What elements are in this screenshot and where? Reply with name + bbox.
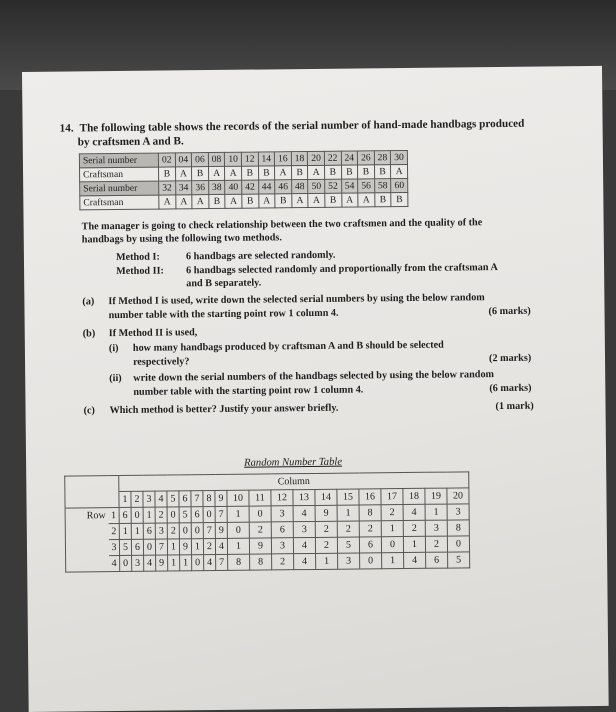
- random-digit: 3: [155, 523, 167, 539]
- serial-table-cell: B: [324, 165, 341, 179]
- serial-table-row: [80, 192, 408, 209]
- random-digit: 1: [227, 538, 249, 554]
- column-number: 5: [167, 491, 179, 507]
- random-digit: 0: [381, 537, 403, 553]
- serial-table-cell: A: [358, 193, 375, 207]
- column-number: 1: [119, 491, 131, 507]
- column-number: 12: [271, 490, 293, 506]
- random-digit: 1: [227, 506, 249, 522]
- serial-table-cell: 28: [374, 151, 391, 165]
- random-digit: 7: [203, 523, 215, 539]
- serial-table-cell: B: [341, 165, 358, 179]
- part-bi-label: (i): [108, 343, 119, 355]
- random-digit: 1: [131, 523, 143, 539]
- serial-table-cell: B: [375, 193, 392, 207]
- random-digit: 6: [191, 507, 203, 523]
- random-digit: 5: [337, 537, 359, 553]
- random-digit: 0: [143, 539, 155, 555]
- column-number: 16: [359, 489, 381, 505]
- serial-table-cell: B: [258, 166, 275, 180]
- serial-table-cell: A: [341, 193, 358, 207]
- serial-table-cell: 60: [391, 178, 408, 192]
- question-intro: [60, 116, 580, 149]
- random-digit: 2: [381, 505, 403, 521]
- serial-table-cell: A: [308, 193, 325, 207]
- serial-table-cell: 02: [158, 153, 175, 167]
- serial-table: [79, 150, 408, 210]
- intro-line-2: by craftsmen A and B.: [77, 135, 184, 149]
- random-digit: 0: [360, 553, 382, 569]
- random-digit: 6: [271, 522, 293, 538]
- random-digit: 1: [381, 521, 403, 537]
- random-digit: 0: [203, 507, 215, 523]
- random-digit: 2: [403, 520, 425, 536]
- random-digit: 9: [215, 522, 227, 538]
- serial-table-cell: 18: [291, 152, 308, 166]
- random-digit: 4: [144, 555, 156, 571]
- random-digit: 4: [404, 552, 426, 568]
- column-number: 19: [425, 488, 447, 504]
- serial-table-cell: 42: [242, 180, 259, 194]
- serial-table-cell: 44: [258, 180, 275, 194]
- random-digit: 8: [359, 505, 381, 521]
- serial-table-cell: 12: [241, 152, 258, 166]
- random-digit: 5: [448, 552, 470, 568]
- serial-table-cell: A: [192, 195, 209, 209]
- random-digit: 0: [192, 555, 204, 571]
- serial-table-cell: A: [308, 165, 325, 179]
- random-table-corner: [65, 476, 119, 493]
- method2-label: Method II:: [116, 265, 164, 278]
- random-digit: 5: [119, 539, 131, 555]
- row-label: [66, 556, 110, 572]
- column-number: 6: [179, 491, 191, 507]
- random-digit: 3: [447, 504, 469, 520]
- random-digit: 1: [403, 536, 425, 552]
- manager-line-1: The manager is going to check relationship between the two craftsmen and the quality of the: [81, 217, 483, 233]
- part-bi-line-2: respectively?: [132, 356, 190, 368]
- serial-table-cell: B: [242, 194, 259, 208]
- serial-table-cell: 10: [225, 152, 242, 166]
- random-digit: 3: [338, 553, 360, 569]
- random-digit: 9: [315, 505, 337, 521]
- serial-table-cell: B: [209, 194, 226, 208]
- serial-table-cell: A: [275, 166, 292, 180]
- random-digit: 0: [120, 555, 132, 571]
- random-digit: 6: [426, 552, 448, 568]
- random-table-title: Random Number Table: [244, 456, 343, 469]
- serial-row-header: Serial number: [79, 153, 158, 168]
- serial-table-cell: 30: [391, 150, 408, 164]
- column-number: 9: [215, 490, 227, 506]
- random-table-corner: [65, 492, 119, 509]
- random-digit: 3: [293, 521, 315, 537]
- column-label: Column: [119, 472, 469, 492]
- question-number: 14.: [59, 122, 74, 135]
- row-number: 4: [109, 556, 120, 572]
- part-c-marks: (1 mark): [495, 400, 534, 413]
- method1-label: Method I:: [115, 251, 160, 264]
- random-number-table: [64, 471, 470, 572]
- random-digit: 3: [271, 506, 293, 522]
- random-digit: 1: [143, 507, 155, 523]
- method2-text-2: and B separately.: [186, 277, 262, 290]
- row-number: 2: [109, 524, 120, 540]
- method2-text-1: 6 handbags selected randomly and proportionally from the craftsman A: [186, 262, 498, 277]
- part-c-label: (c): [83, 405, 95, 417]
- part-bii-line-1: write down the serial numbers of the handbags selected by using the below random: [133, 369, 495, 384]
- random-digit: 6: [119, 507, 131, 523]
- part-a-marks: (6 marks): [488, 305, 531, 318]
- serial-row-header: Serial number: [80, 181, 159, 196]
- random-digit: 0: [191, 523, 203, 539]
- column-number: 20: [447, 488, 469, 504]
- random-digit: 7: [215, 506, 227, 522]
- serial-table-cell: 22: [324, 151, 341, 165]
- random-digit: 0: [167, 507, 179, 523]
- serial-table-cell: 24: [341, 151, 358, 165]
- serial-table-cell: A: [175, 195, 192, 209]
- random-digit: 6: [359, 537, 381, 553]
- random-digit: 1: [316, 553, 338, 569]
- random-digit: 2: [315, 537, 337, 553]
- column-number: 10: [227, 490, 249, 506]
- serial-table-cell: B: [159, 167, 176, 181]
- part-a-line-1: If Method I is used, write down the selected serial numbers by using the below random: [108, 292, 485, 308]
- serial-table-cell: A: [391, 164, 408, 178]
- part-bi-marks: (2 marks): [488, 352, 532, 365]
- serial-table-cell: B: [275, 194, 292, 208]
- part-bii-line-2: number table with the starting point row 1 column 4.: [133, 384, 364, 398]
- random-digit: 2: [167, 523, 179, 539]
- column-number: 3: [143, 491, 155, 507]
- column-number: 2: [131, 491, 143, 507]
- serial-table-cell: 40: [225, 180, 242, 194]
- part-c-text: Which method is better? Justify your answer briefly.: [109, 402, 339, 417]
- part-bii-marks: (6 marks): [489, 382, 532, 395]
- serial-table-cell: 56: [358, 179, 375, 193]
- column-number: 17: [381, 489, 403, 505]
- random-digit: 9: [179, 539, 191, 555]
- part-b-text: If Method II is used,: [108, 327, 198, 340]
- random-digit: 2: [425, 536, 447, 552]
- manager-line-2: handbags by using the following two methods.: [81, 232, 282, 246]
- serial-table-cell: A: [258, 194, 275, 208]
- row-label: [65, 524, 109, 540]
- row-number: 3: [109, 540, 120, 556]
- method1-text: 6 handbags are selected randomly.: [185, 249, 336, 263]
- random-digit: 7: [216, 554, 228, 570]
- random-digit: 2: [203, 539, 215, 555]
- column-number: 13: [293, 489, 315, 505]
- column-number: 11: [249, 490, 271, 506]
- serial-table-cell: A: [159, 195, 176, 209]
- serial-table-cell: 38: [208, 180, 225, 194]
- random-digit: 3: [425, 520, 447, 536]
- random-digit: 4: [215, 538, 227, 554]
- serial-table-cell: A: [208, 166, 225, 180]
- column-number: 18: [403, 488, 425, 504]
- random-digit: 9: [249, 538, 271, 554]
- part-a-label: (a): [82, 296, 95, 308]
- column-number: 15: [337, 489, 359, 505]
- random-digit: 7: [155, 539, 167, 555]
- random-digit: 0: [447, 536, 469, 552]
- serial-table-cell: 26: [357, 151, 374, 165]
- random-digit: 8: [447, 520, 469, 536]
- random-digit: 0: [179, 523, 191, 539]
- serial-table-cell: B: [291, 166, 308, 180]
- random-digit: 4: [293, 505, 315, 521]
- row-number: 1: [109, 508, 120, 524]
- intro-line-1: The following table shows the records of the serial number of hand-made handbags produced: [79, 117, 525, 135]
- row-label: Row: [65, 508, 109, 524]
- part-a-line-2: number table with the starting point row 1 column 4.: [108, 307, 339, 322]
- random-digit: 6: [143, 523, 155, 539]
- serial-table-cell: 54: [341, 179, 358, 193]
- serial-table-cell: 20: [308, 151, 325, 165]
- random-digit: 8: [228, 554, 250, 570]
- serial-table-cell: A: [225, 194, 242, 208]
- random-digit: 2: [249, 522, 271, 538]
- serial-table-cell: B: [358, 165, 375, 179]
- serial-table-cell: 58: [374, 179, 391, 193]
- column-number: 4: [155, 491, 167, 507]
- random-digit: 0: [227, 522, 249, 538]
- random-digit: 3: [271, 538, 293, 554]
- random-digit: 1: [425, 504, 447, 520]
- random-digit: 1: [119, 523, 131, 539]
- part-bii-label: (ii): [109, 372, 122, 385]
- random-digit: 0: [249, 506, 271, 522]
- random-digit: 2: [337, 521, 359, 537]
- serial-table-cell: 36: [192, 181, 209, 195]
- serial-table-cell: 08: [208, 152, 225, 166]
- random-digit: 1: [180, 555, 192, 571]
- random-digit: 6: [131, 539, 143, 555]
- serial-table-cell: 32: [159, 181, 176, 195]
- serial-table-cell: B: [192, 167, 209, 181]
- random-digit: 2: [315, 521, 337, 537]
- serial-table-cell: 50: [308, 179, 325, 193]
- part-b-label: (b): [82, 328, 96, 340]
- column-number: 14: [315, 489, 337, 505]
- serial-table-cell: A: [175, 167, 192, 181]
- serial-row-header: Craftsman: [80, 195, 159, 210]
- serial-table-cell: 16: [275, 152, 292, 166]
- random-digit: 1: [168, 555, 180, 571]
- serial-table-cell: 04: [175, 153, 192, 167]
- random-digit: 4: [293, 537, 315, 553]
- serial-table-cell: B: [241, 166, 258, 180]
- serial-row-header: Craftsman: [80, 167, 159, 182]
- random-digit: 2: [155, 507, 167, 523]
- random-digit: 1: [191, 539, 203, 555]
- row-label: [65, 540, 109, 556]
- serial-table-cell: A: [225, 166, 242, 180]
- serial-table-cell: 48: [291, 180, 308, 194]
- random-digit: 4: [294, 553, 316, 569]
- random-digit: 5: [179, 507, 191, 523]
- random-digit: 4: [204, 554, 216, 570]
- serial-table-cell: A: [292, 194, 309, 208]
- column-number: 8: [203, 491, 215, 507]
- random-digit: 3: [132, 555, 144, 571]
- random-digit: 9: [156, 555, 168, 571]
- serial-table-cell: B: [325, 193, 342, 207]
- random-digit: 1: [167, 539, 179, 555]
- serial-table-cell: 06: [192, 153, 209, 167]
- serial-table-cell: 14: [258, 152, 275, 166]
- random-digit: 2: [272, 554, 294, 570]
- serial-table-cell: 46: [275, 180, 292, 194]
- random-digit: 0: [131, 507, 143, 523]
- random-digit: 2: [359, 521, 381, 537]
- random-digit: 4: [403, 504, 425, 520]
- exam-paper: [22, 66, 609, 712]
- serial-table-cell: 52: [325, 179, 342, 193]
- column-number: 7: [191, 491, 203, 507]
- random-table-row: [66, 552, 470, 572]
- random-digit: 1: [382, 553, 404, 569]
- serial-table-cell: 34: [175, 181, 192, 195]
- serial-table-cell: B: [374, 165, 391, 179]
- part-bi-line-1: how many handbags produced by craftsman A and B should be selected: [132, 339, 444, 354]
- random-digit: 1: [337, 505, 359, 521]
- random-digit: 8: [250, 554, 272, 570]
- serial-table-cell: B: [391, 192, 408, 206]
